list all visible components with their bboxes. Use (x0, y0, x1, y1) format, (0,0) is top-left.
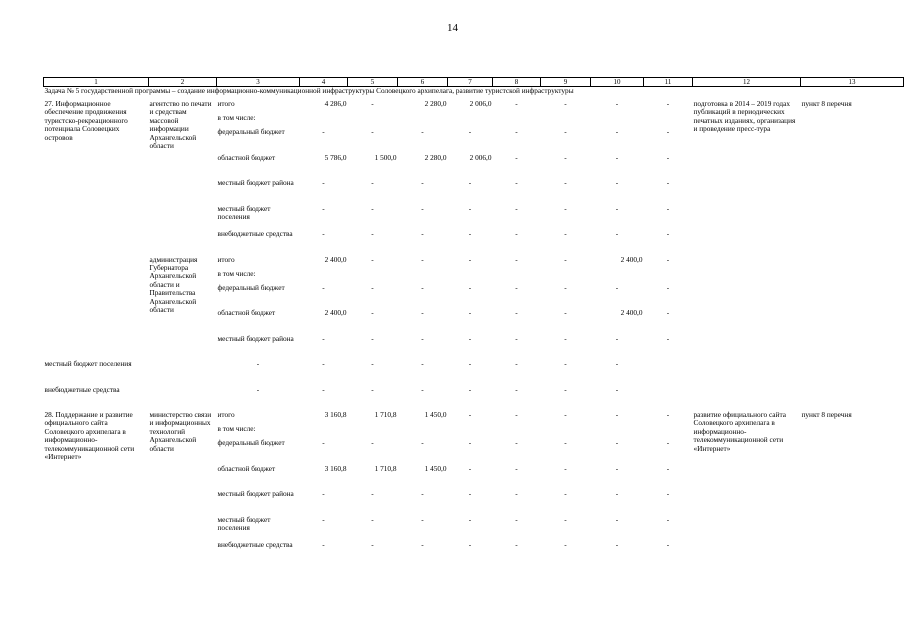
source-label: в том числе: (217, 113, 256, 122)
value-cell: - (322, 178, 325, 187)
program-table (43, 77, 904, 567)
value-cell: 1 710,8 (374, 410, 397, 419)
source-label: итого (217, 99, 235, 108)
value-cell: - (666, 254, 670, 264)
header-cell: 4 (300, 78, 348, 87)
value-cell: - (564, 127, 567, 136)
value-cell: - (666, 99, 670, 108)
value-cell: - (615, 540, 619, 549)
header-cell: 3 (217, 78, 300, 87)
value-cell: - (564, 463, 567, 473)
value-cell: 1 710,8 (374, 463, 397, 473)
value-cell: - (564, 203, 567, 213)
table-row (44, 100, 904, 114)
value-cell: 5 786,0 (324, 152, 347, 162)
value-cell: - (322, 489, 325, 498)
value-cell: - (515, 514, 518, 524)
value-cell: - (564, 489, 567, 498)
value-cell: - (615, 359, 619, 368)
value-cell: 2 400,0 (324, 254, 347, 264)
header-cell: 11 (644, 78, 693, 87)
value-cell: - (468, 489, 472, 498)
value-cell: - (666, 127, 670, 136)
value-cell: 4 286,0 (324, 99, 347, 108)
value-cell: - (515, 254, 518, 264)
source-label: местный бюджет района (217, 178, 294, 187)
value-cell: - (468, 178, 472, 187)
value-cell: - (421, 359, 424, 368)
source-label: внебюджетные средства (217, 229, 293, 238)
value-cell: - (371, 308, 374, 317)
value-cell: - (615, 438, 619, 447)
value-cell: - (666, 308, 670, 317)
value-cell: - (615, 410, 619, 419)
value-cell: - (468, 229, 472, 238)
value-cell: - (322, 282, 325, 292)
value-cell: - (564, 438, 567, 447)
value-cell: - (371, 384, 374, 394)
value-cell: - (666, 333, 670, 343)
value-cell: - (371, 178, 374, 187)
value-cell: - (615, 514, 619, 524)
executor: министерство связи и информационных технологий Архангельской области (149, 410, 212, 453)
value-cell: - (421, 489, 424, 498)
value-cell: - (322, 384, 325, 394)
value-cell: 2 400,0 (620, 308, 643, 317)
value-cell: - (468, 384, 472, 394)
value-cell: - (371, 489, 374, 498)
value-cell: - (421, 127, 424, 136)
value-cell: - (322, 514, 325, 524)
executor: агентство по печати и средствам массовой информации Архангельской области (149, 99, 212, 151)
value-cell: - (666, 203, 670, 213)
value-cell: - (421, 540, 424, 549)
header-cell: 7 (448, 78, 493, 87)
value-cell: - (371, 99, 374, 108)
source-label: областной бюджет (217, 463, 276, 473)
source-label: федеральный бюджет (217, 438, 285, 447)
value-cell: - (515, 333, 518, 343)
value-cell: - (515, 127, 518, 136)
header-cell: 2 (149, 78, 217, 87)
measure-name: 28. Поддержание и развитие официального сайта Соловецкого архипелага в информационно-телекоммуникационной сети «Интернет» (44, 410, 135, 462)
value-cell: - (421, 254, 424, 264)
value-cell: - (564, 333, 567, 343)
value-cell: - (371, 127, 374, 136)
source-label: местный бюджет района (217, 333, 294, 343)
value-cell: 1 450,0 (424, 463, 447, 473)
value-cell: - (322, 540, 325, 549)
value-cell: 2 400,0 (324, 308, 347, 317)
value-cell: - (468, 410, 472, 419)
value-cell: - (615, 489, 619, 498)
value-cell: 2 280,0 (424, 99, 447, 108)
value-cell: - (256, 384, 260, 394)
value-cell: - (564, 229, 567, 238)
value-cell: - (666, 282, 670, 292)
header-cell: 1 (44, 78, 149, 87)
source-label: внебюджетные средства (217, 540, 293, 549)
value-cell: - (322, 333, 325, 343)
value-cell: - (564, 308, 567, 317)
source-label: местный бюджет поселения (217, 514, 271, 532)
value-cell: - (615, 127, 619, 136)
value-cell: 2 006,0 (469, 152, 492, 162)
value-cell: - (515, 308, 518, 317)
source-label: итого (217, 410, 235, 419)
value-cell: - (615, 152, 619, 162)
page-number: 14 (447, 22, 458, 34)
value-cell: - (515, 384, 518, 394)
value-cell: - (615, 384, 619, 394)
value-cell: - (322, 127, 325, 136)
value-cell: - (468, 540, 472, 549)
table-row (44, 411, 904, 425)
value-cell: - (421, 203, 424, 213)
value-cell: - (564, 282, 567, 292)
header-cell: 8 (493, 78, 541, 87)
value-cell: - (515, 178, 518, 187)
value-cell: - (564, 254, 567, 264)
value-cell: - (371, 540, 374, 549)
header-cell: 6 (398, 78, 448, 87)
value-cell: - (468, 359, 472, 368)
value-cell: - (371, 254, 374, 264)
source-label: областной бюджет (217, 152, 276, 162)
value-cell: - (468, 308, 472, 317)
value-cell: - (666, 229, 670, 238)
source-label: местный бюджет поселения (217, 203, 271, 221)
value-cell: - (564, 514, 567, 524)
task-row (44, 87, 904, 101)
value-cell: - (468, 282, 472, 292)
source-label: местный бюджет района (217, 489, 294, 498)
value-cell: - (666, 489, 670, 498)
value-cell: - (515, 463, 518, 473)
value-cell: 2 280,0 (424, 152, 447, 162)
value-cell: - (421, 229, 424, 238)
value-cell: - (666, 178, 670, 187)
value-cell: 2 400,0 (620, 254, 643, 264)
value-cell: - (371, 203, 374, 213)
value-cell: - (468, 254, 472, 264)
value-cell: - (615, 178, 619, 187)
value-cell: - (515, 489, 518, 498)
value-cell: 1 450,0 (424, 410, 447, 419)
value-cell: - (468, 203, 472, 213)
value-cell: - (322, 438, 325, 447)
value-cell: - (515, 410, 518, 419)
value-cell: - (615, 282, 619, 292)
executor: администрация Губернатора Архангельской области и Правительства Архангельской области (149, 254, 198, 314)
value-cell: - (371, 333, 374, 343)
value-cell: - (615, 99, 619, 108)
source-label: внебюджетные средства (44, 384, 120, 394)
value-cell: - (468, 463, 472, 473)
source-label: в том числе: (217, 268, 256, 278)
value-cell: - (421, 282, 424, 292)
value-cell: - (666, 540, 670, 549)
header-cell: 10 (591, 78, 644, 87)
value-cell: - (468, 127, 472, 136)
header-cell: 13 (801, 78, 904, 87)
value-cell: - (371, 438, 374, 447)
value-cell: - (615, 203, 619, 213)
value-cell: 2 006,0 (469, 99, 492, 108)
value-cell: - (615, 463, 619, 473)
value-cell: - (515, 438, 518, 447)
value-cell: - (371, 229, 374, 238)
value-cell: - (515, 152, 518, 162)
value-cell: - (564, 178, 567, 187)
value-cell: - (322, 359, 325, 368)
value-cell: - (322, 229, 325, 238)
value-cell: 1 500,0 (374, 152, 397, 162)
value-cell: - (421, 514, 424, 524)
value-cell: - (515, 359, 518, 368)
value-cell: - (421, 333, 424, 343)
reference: пункт 8 перечня (801, 410, 852, 419)
value-cell: - (666, 152, 670, 162)
value-cell: - (615, 229, 619, 238)
expected-result: подготовка в 2014 – 2019 годах публикаций в периодических печатных изданиях, организация и проведение пресс-тура (693, 99, 796, 134)
value-cell: - (564, 359, 567, 368)
source-label: итого (217, 254, 235, 264)
reference: пункт 8 перечня (801, 99, 852, 108)
value-cell: - (421, 308, 424, 317)
value-cell: - (564, 540, 567, 549)
value-cell: - (256, 359, 260, 368)
value-cell: - (666, 514, 670, 524)
value-cell: - (371, 282, 374, 292)
value-cell: - (515, 203, 518, 213)
value-cell: - (666, 410, 670, 419)
source-label: в том числе: (217, 424, 256, 433)
source-label: местный бюджет поселения (44, 359, 132, 368)
value-cell: - (322, 203, 325, 213)
value-cell: - (615, 333, 619, 343)
source-label: областной бюджет (217, 308, 276, 317)
source-label: федеральный бюджет (217, 127, 285, 136)
value-cell: - (421, 438, 424, 447)
header-cell: 5 (348, 78, 398, 87)
header-cell: 12 (693, 78, 801, 87)
value-cell: - (564, 152, 567, 162)
value-cell: - (371, 359, 374, 368)
value-cell: - (468, 514, 472, 524)
expected-result: развитие официального сайта Соловецкого архипелага в информационно-телекоммуникационной сети «Интернет» (693, 410, 786, 453)
value-cell: - (564, 384, 567, 394)
task-title: Задача № 5 государственной программы – создание информационно-коммуникационной инфраструктуры Соловецкого архипелага, развитие туристской инфраструктуры (44, 86, 574, 95)
value-cell: - (468, 438, 472, 447)
source-label: федеральный бюджет (217, 282, 285, 292)
value-cell: - (564, 99, 567, 108)
header-cell: 9 (541, 78, 591, 87)
value-cell: - (468, 333, 472, 343)
value-cell: 3 160,8 (324, 463, 347, 473)
value-cell: - (371, 514, 374, 524)
value-cell: - (421, 178, 424, 187)
value-cell: - (515, 540, 518, 549)
value-cell: - (666, 463, 670, 473)
measure-name: 27. Информационное обеспечение продвижения туристско-рекреационного потенциала Соловецких островов (44, 99, 128, 142)
value-cell: - (515, 99, 518, 108)
value-cell: 3 160,8 (324, 410, 347, 419)
value-cell: - (666, 438, 670, 447)
value-cell: - (515, 229, 518, 238)
value-cell: - (421, 384, 424, 394)
value-cell: - (515, 282, 518, 292)
value-cell: - (564, 410, 567, 419)
